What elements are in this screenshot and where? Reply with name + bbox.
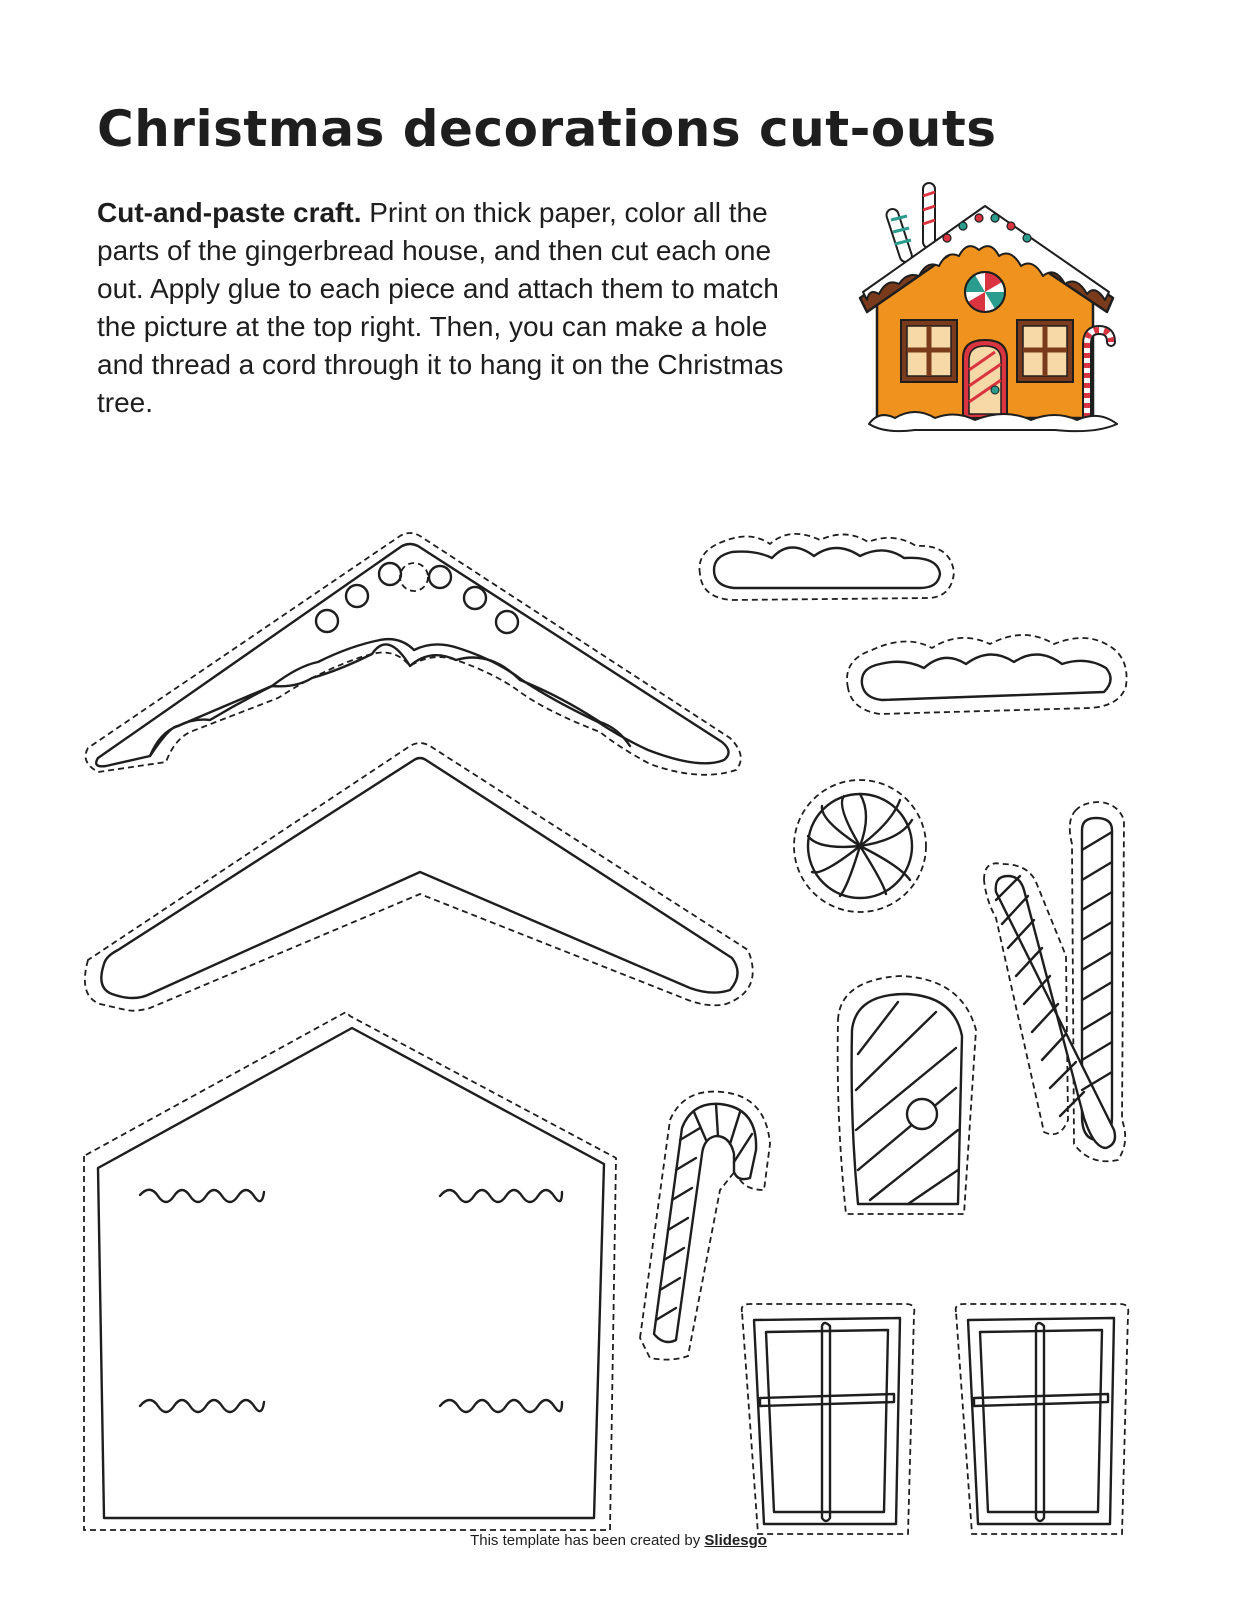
page-title: Christmas decorations cut-outs [97,100,997,158]
roof-dot [379,563,401,585]
cutout-candy-cane [640,1092,770,1360]
window-left-colored [901,320,957,382]
door-colored [963,340,1007,418]
gingerbread-house-illustration [855,180,1125,440]
cutout-window-right [956,1304,1129,1534]
footer-credit [0,1532,1237,1549]
cutout-peppermint-candy [794,780,926,912]
instructions-lead: Cut-and-paste craft. [97,197,362,228]
footer-text: This template has been created by [470,1532,705,1549]
instructions-paragraph [97,194,787,422]
cutout-door [838,976,976,1214]
footer-brand-link[interactable]: Slidesgo [704,1532,767,1549]
cutout-sheet [0,500,1237,1540]
cutout-roof-with-frosting [86,533,741,775]
cutout-candy-stick [984,802,1125,1161]
roof-dot [429,566,451,588]
cutout-frosting-cloud-large [847,635,1127,714]
roof-dot [496,611,518,633]
roof-dot [316,610,338,632]
cutout-roof-base [85,743,753,1011]
window-right-colored [1017,320,1073,382]
candy-cane-outline [1087,330,1111,418]
cutout-house-wall [84,1012,616,1530]
roof-dot [346,585,368,607]
instructions-body: Print on thick paper, color all the parts of the gingerbread house, and then cut each one out. Apply glue to each piece and attach them to match the picture at the top right. Then, you can make a hole and thread a cord through it to hang it on the Christmas tree. [97,197,784,418]
door-knob [907,1099,937,1129]
cutout-window-left [742,1304,915,1534]
peppermint-colored [965,272,1005,312]
roof-dot [464,587,486,609]
cutout-frosting-cloud-small [699,534,954,600]
